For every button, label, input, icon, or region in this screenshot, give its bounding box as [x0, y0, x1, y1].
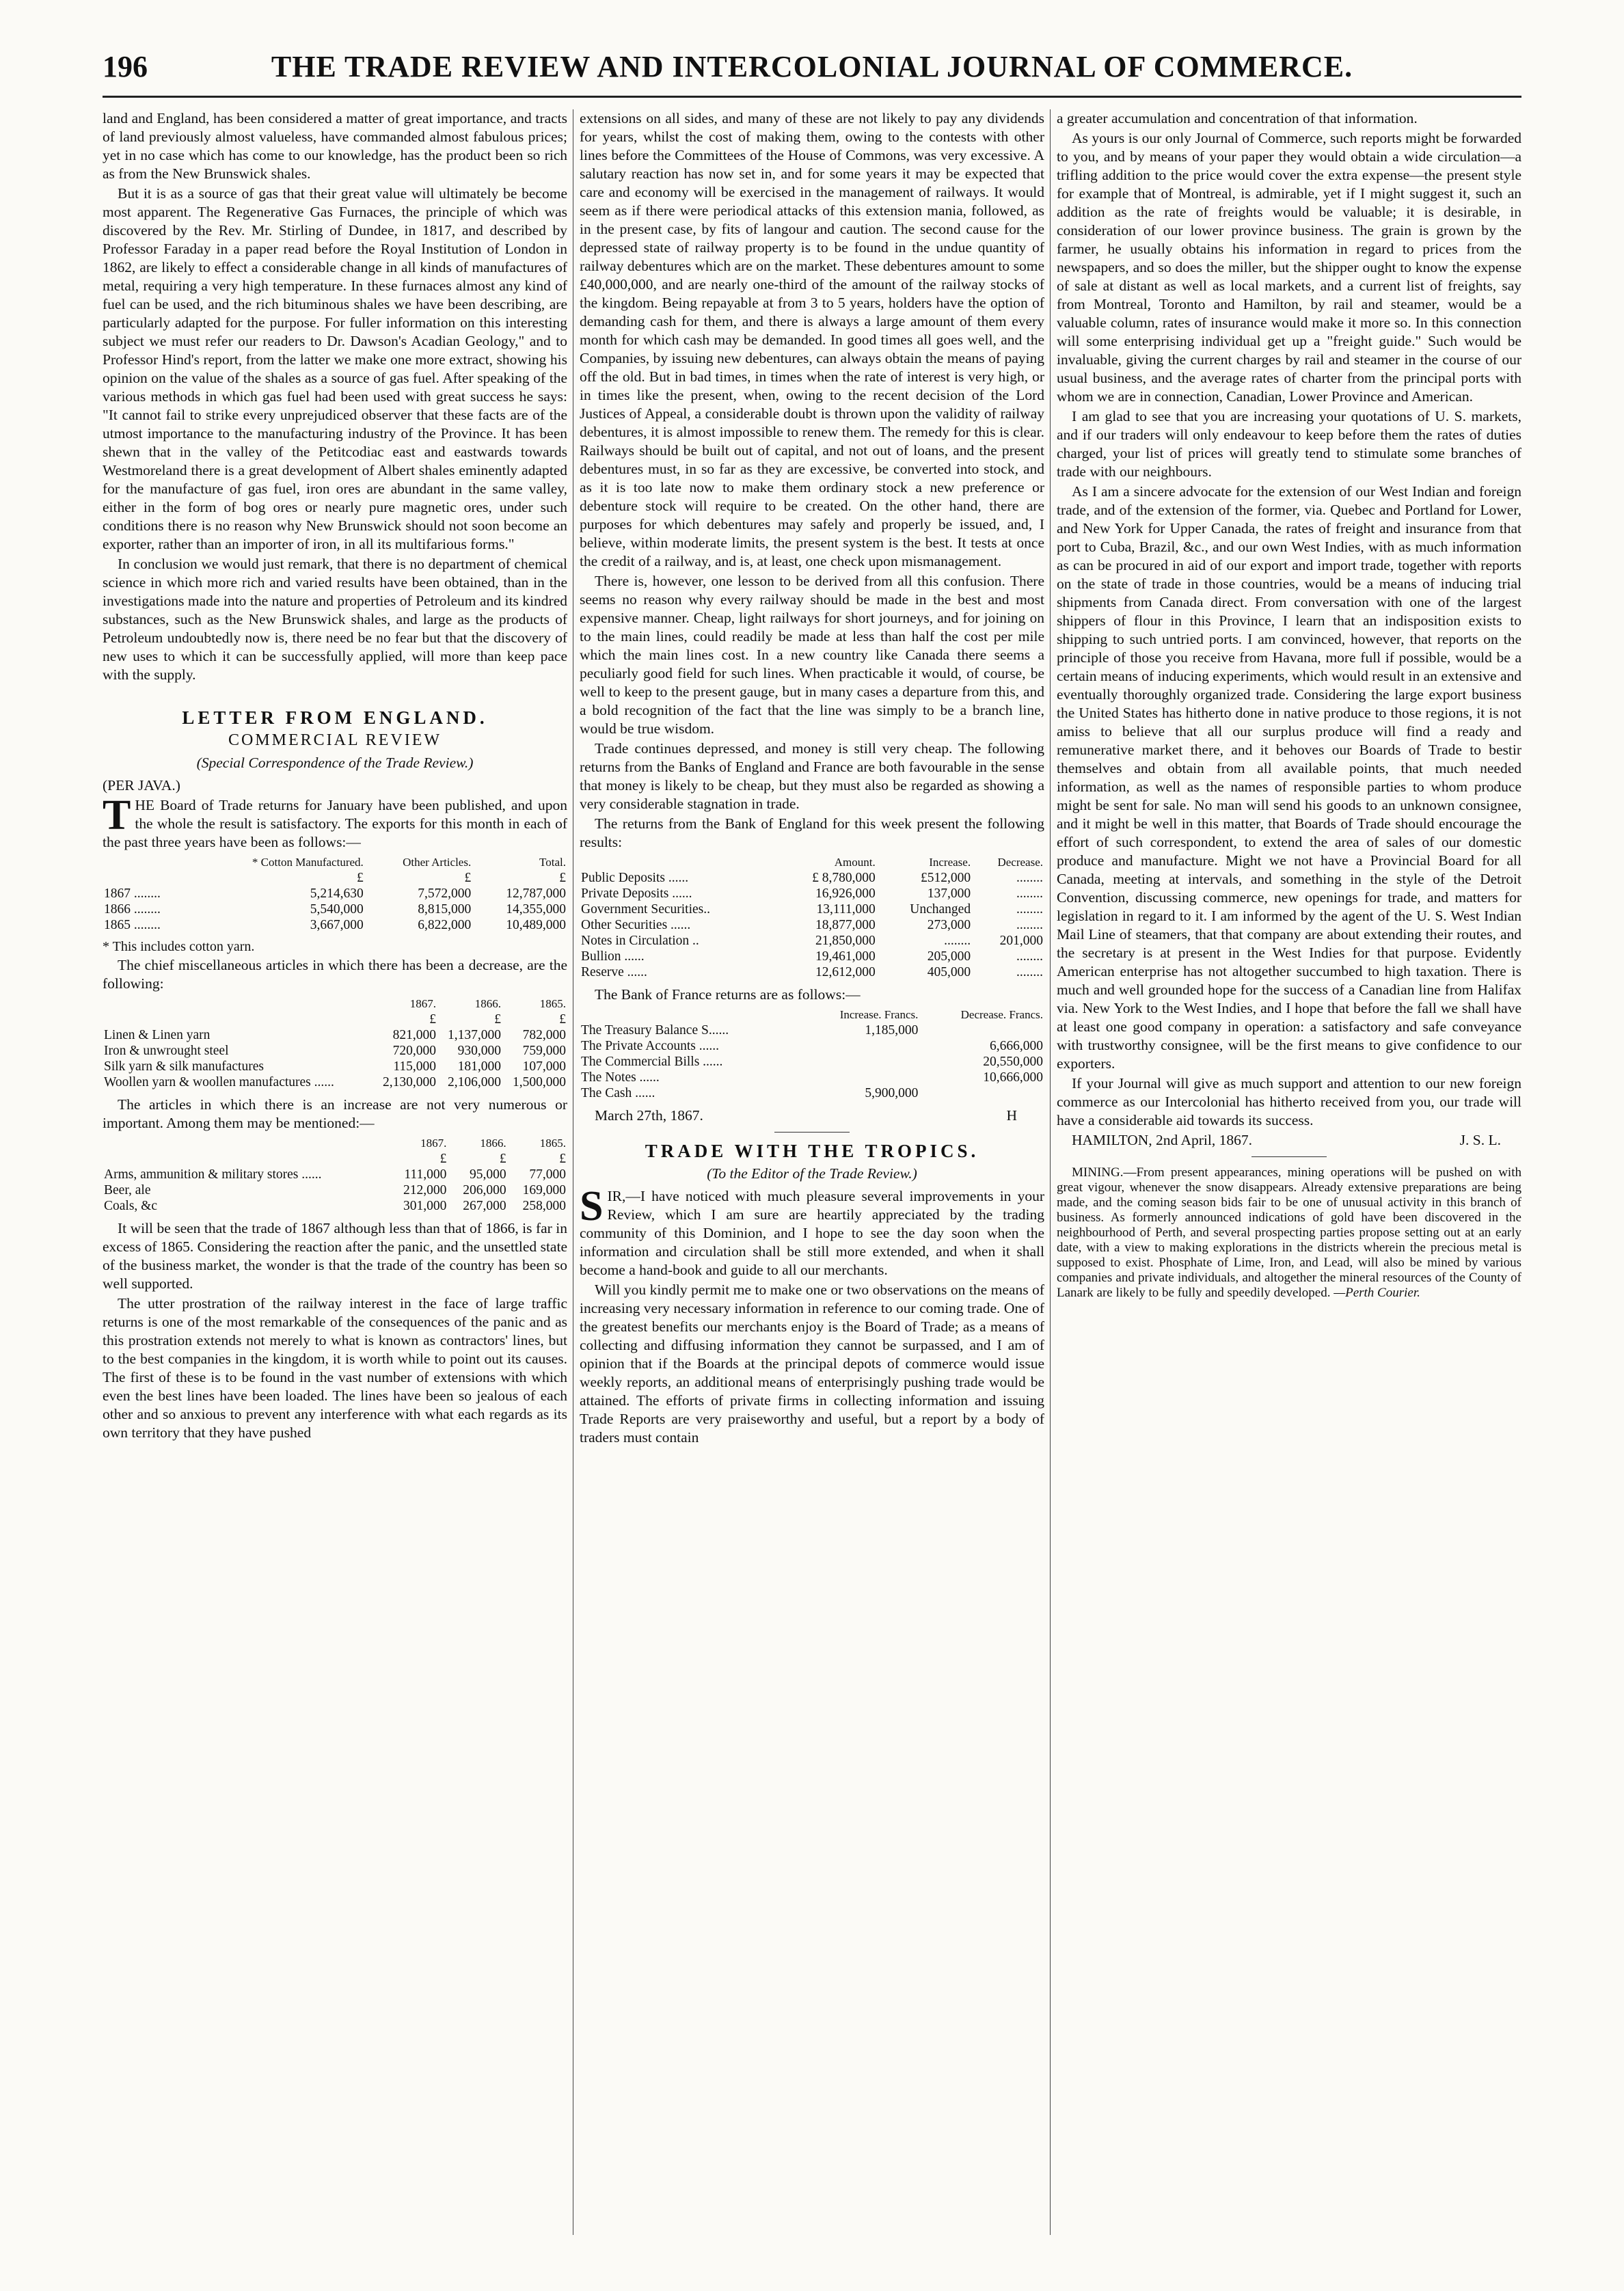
divider: [774, 1132, 850, 1133]
signature-name: J. S. L.: [1459, 1132, 1501, 1148]
column-header: Decrease.: [997, 856, 1043, 869]
table-cell: 12,787,000: [506, 886, 566, 901]
table-cell: 111,000: [404, 1167, 447, 1182]
table-cell: 10,489,000: [506, 918, 566, 932]
table-cell: 201,000: [999, 934, 1043, 948]
table-row: [580, 1022, 1044, 1038]
signature-initial: H: [1006, 1107, 1017, 1124]
table-cell: 2,106,000: [447, 1075, 501, 1089]
paragraph: I am glad to see that you are increasing your quotations of U. S. markets, and if our traders will only endeavour to keep before them the rates of duties charged, your list of prices will greatly tend to stimulate some branches of trade with our neighbours.: [1057, 408, 1521, 480]
table-cell: 137,000: [927, 886, 971, 901]
table-row: [580, 917, 1044, 933]
unit: £: [429, 1012, 436, 1027]
table-row: [103, 1059, 567, 1074]
table-cell: 19,461,000: [815, 949, 876, 964]
column-header: 1865.: [539, 997, 566, 1010]
table-cell: 759,000: [522, 1044, 566, 1058]
table-unit-row: [103, 1151, 567, 1167]
column-header: 1866.: [474, 997, 501, 1010]
table-row: [580, 964, 1044, 980]
table-cell: 258,000: [522, 1199, 566, 1213]
table-row: [580, 949, 1044, 964]
table-cell: 6,666,000: [990, 1039, 1043, 1053]
table-row: [103, 1043, 567, 1059]
row-label: Arms, ammunition & military stores ......: [104, 1167, 322, 1182]
letter-date: [580, 1107, 1044, 1125]
paragraph: There is, however, one lesson to be derived from all this confusion. There seems no reason why every railway should be made in the best and most expensive manner. Cheap, light railways for short journeys, and for joining on to the main lines, could readily be made at less than half the cost per mile which the main lines cost. In a new country like Canada there seems a peculiarly good field for such lines. When practicable it would, of course, be well to keep to the present gauge, but in many cases a departure from this, and a bold recognition of the fact that the line was simply to be a branch line, would be true wisdom.: [580, 573, 1044, 737]
paragraph: a greater accumulation and concentration of that information.: [1057, 110, 1418, 126]
table-unit-row: [103, 1012, 567, 1027]
table-cell: 1,185,000: [865, 1023, 919, 1038]
table-row: [103, 902, 567, 917]
section-title: TRADE WITH THE TROPICS.: [645, 1141, 979, 1161]
unit: £: [464, 871, 472, 885]
table-row: [103, 1182, 567, 1198]
column-header: Increase.: [929, 856, 971, 869]
row-label: Private Deposits ......: [581, 886, 692, 901]
row-label: The Private Accounts ......: [581, 1039, 719, 1053]
table-cell: 21,850,000: [815, 934, 876, 948]
column-header: Total.: [539, 856, 566, 869]
row-label: Linen & Linen yarn: [104, 1028, 211, 1042]
paragraph: [580, 1183, 1044, 1279]
row-label: Silk yarn & silk manufactures: [104, 1059, 264, 1074]
table-cell: 8,815,000: [418, 902, 472, 917]
row-label: The Treasury Balance S......: [581, 1023, 729, 1038]
column-header: 1867.: [420, 1137, 447, 1150]
dateline: (PER JAVA.): [103, 777, 180, 794]
table-cell: Unchanged: [910, 902, 971, 917]
row-label: Iron & unwrought steel: [104, 1044, 229, 1058]
table-cell: ........: [1016, 949, 1043, 964]
table-cell: ........: [944, 934, 971, 948]
date-text: March 27th, 1867.: [595, 1107, 703, 1124]
table-note: * This includes cotton yarn.: [103, 939, 255, 954]
row-label: The Cash ......: [581, 1086, 655, 1100]
table-cell: 181,000: [457, 1059, 501, 1074]
table-cell: 115,000: [393, 1059, 436, 1074]
paragraph: But it is as a source of gas that their great value will ultimately be become most apparent. The Regenerative Gas Furnaces, the principle of which was discovered by the Rev. Mr. Stirling of Dundee, in 1817, and described by Professor Faraday in a paper read before the Royal Institution of London in 1862, are likely to effect a considerable change in all kinds of manufactures of metal, requiring a very high temperature. In these furnaces almost any kind of fuel can be used, and the rich bituminous shales we have been describing, are particularly adapted for the purpose. For fuller information on this interesting subject we must refer our readers to Dr. Dawson's Acadian Geology," and to Professor Hind's report, from the latter we make one more extract, showing his opinion on the value of the shales as a source of gas fuel. After speaking of the various methods in which gas fuel had been used with great success he says: "It cannot fail to strike every unprejudiced observer that these facts are of the utmost importance to the manufacturing industry of the Province. It has been shewn that in the valley of the Petitcodiac east and eastwards towards Westmoreland there is a great development of Albert shales eminently adapted for the manufacture of gas fuel, iron ores are abundant in the same valley, either in the form of bog ores or nearly pure magnetic ores, under such conditions there is no reason why New Brunswick should not soon become an exporter, rather than an importer of iron, in all its multifarious forms.": [103, 185, 567, 552]
table-cell: 273,000: [927, 918, 971, 932]
table-cell: [919, 1085, 1044, 1101]
table-cell: £512,000: [920, 871, 971, 885]
column-header: * Cotton Manufactured.: [252, 856, 364, 869]
column-rule: [1050, 109, 1051, 2235]
paragraph: As yours is our only Journal of Commerce, such reports might be forwarded to you, and by means of your paper they would obtain a wide circulation—a trifling addition to the price would cover the extra expense—the present style for example that of Montreal, is admirable, yet if I might suggest it, such an addition as the rate of freights would be valuable; it is desirable, in consideration of our lower province business. The grain is grown by the farmer, he usually obtains his information in regard to prices from the newspapers, and so does the miller, but the shipper ought to know the expense of sale at distant as well as local markets, and a current list of freights, say from Montreal, Toronto and Hamilton, by rail and steamer, would be a valuable column, rates of insurance would make it more so. In this connection will some enterprising individual get up a "freight guide." Such would be invaluable, giving the current charges by rail and steamer in the course of our usual business, and the average rates of charter from the principal ports with whom we are in connection, Canadian, Lower Province and American.: [1057, 130, 1521, 405]
row-label: Reserve ......: [581, 965, 647, 979]
table-cell: [800, 1070, 919, 1085]
exports-table: [103, 854, 567, 933]
table-cell: 1,500,000: [513, 1075, 566, 1089]
header-rule: [103, 96, 1521, 98]
column-header: Increase. Francs.: [839, 1008, 919, 1021]
mining-source: —Perth Courier.: [1334, 1286, 1420, 1300]
table-cell: 267,000: [463, 1199, 506, 1213]
column-1: [103, 109, 567, 2235]
table-cell: [800, 1054, 919, 1070]
page-header: [103, 49, 1521, 90]
row-label: Beer, ale: [104, 1183, 151, 1197]
table-row: [103, 886, 567, 902]
table-cell: ........: [1016, 886, 1043, 901]
paragraph: If your Journal will give as much support and attention to our new foreign commerce as our Intercolonial has hitherto received from you, our trade will have a considerable aid towards its success.: [1057, 1075, 1521, 1128]
table-header-row: [580, 854, 1044, 870]
table-cell: 3,667,000: [310, 918, 364, 932]
row-label: 1865 ........: [104, 918, 161, 932]
paragraph: The articles in which there is an increase are not very numerous or important. Among them may be mentioned:—: [103, 1096, 567, 1131]
bank-of-france-table: [580, 1007, 1044, 1101]
table-header-row: [103, 1135, 567, 1151]
section-title: LETTER FROM ENGLAND.: [182, 707, 488, 728]
table-header-row: [580, 1007, 1044, 1022]
byline: (To the Editor of the Trade Review.): [707, 1165, 917, 1182]
table-row: [103, 1074, 567, 1090]
table-cell: 782,000: [522, 1028, 566, 1042]
table-cell: £ 8,780,000: [812, 871, 876, 885]
table-cell: ........: [1016, 871, 1043, 885]
paragraph: [103, 792, 567, 852]
table-cell: [800, 1038, 919, 1054]
row-label: Coals, &c: [104, 1199, 157, 1213]
column-header: 1867.: [409, 997, 436, 1010]
table-cell: 1,137,000: [447, 1028, 501, 1042]
table-cell: 405,000: [927, 965, 971, 979]
signature-place-date: HAMILTON, 2nd April, 1867.: [1072, 1132, 1252, 1148]
table-row: [580, 1038, 1044, 1054]
bank-of-england-table: [580, 854, 1044, 980]
unit: £: [559, 1152, 566, 1166]
table-cell: [919, 1022, 1044, 1038]
section-subtitle: COMMERCIAL REVIEW: [228, 731, 442, 749]
table-row: [580, 933, 1044, 949]
table-header-row: [103, 854, 567, 870]
unit: £: [499, 1152, 506, 1166]
unit: £: [559, 1012, 566, 1027]
table-cell: 821,000: [392, 1028, 436, 1042]
table-cell: ........: [1016, 965, 1043, 979]
table-cell: 5,540,000: [310, 902, 364, 917]
row-label: 1866 ........: [104, 902, 161, 917]
table-cell: 13,111,000: [816, 902, 876, 917]
table-cell: 6,822,000: [418, 918, 472, 932]
table-cell: 10,666,000: [983, 1070, 1043, 1085]
column-header: Decrease. Francs.: [960, 1008, 1043, 1021]
paragraph: The chief miscellaneous articles in which there has been a decrease, are the following:: [103, 957, 567, 992]
mining-text: MINING.—From present appearances, mining operations will be pushed on with great vigour, whenever the snow disappears. Already extensive preparations are being made, and the coming season bids fair to be one of unusual activity in this branch of business. As formerly announced indications of gold have been discovered in the neighbourhood of Perth, and several prospecting parties propose setting out at an early date, with a view to making explorations in the districts wherein the precious metal is supposed to exist. Phosphate of Lime, Iron, and Lead, will also be mined by various companies and private individuals, and altogether the mineral resources of the County of Lanark are likely to be fully and speedily developed.: [1057, 1165, 1521, 1300]
unit: £: [494, 1012, 501, 1027]
paragraph: land and England, has been considered a matter of great importance, and tracts of land previously almost valueless, have commanded almost fabulous prices; yet in no case which has come to our knowledge, has the product been so rich as from the New Brunswick shales.: [103, 110, 567, 182]
paragraph: Trade continues depressed, and money is still very cheap. The following returns from the Banks of England and France are both favourable in the sense that money is likely to be cheap, but they must also be regarded as showing a very considerable stagnation in trade.: [580, 740, 1044, 812]
table-row: [580, 886, 1044, 902]
table-cell: 7,572,000: [418, 886, 472, 901]
table-header-row: [103, 996, 567, 1012]
table-cell: 301,000: [403, 1199, 447, 1213]
table-cell: 212,000: [403, 1183, 447, 1197]
row-label: Woollen yarn & woollen manufactures ......: [104, 1075, 334, 1089]
table-cell: 930,000: [457, 1044, 501, 1058]
column-header: Amount.: [834, 856, 876, 869]
table-row: [580, 902, 1044, 917]
paragraph: The Bank of France returns are as follows:—: [595, 986, 861, 1003]
row-label: The Commercial Bills ......: [581, 1055, 723, 1069]
increase-table: [103, 1135, 567, 1214]
running-title: THE TRADE REVIEW AND INTERCOLONIAL JOURNAL OF COMMERCE.: [271, 50, 1353, 83]
paragraph: The utter prostration of the railway interest in the face of large traffic returns is one of the most remarkable of the consequences of the panic and as this prostration extends not merely to what is known as contractors' lines, but to the best companies in the kingdom, it is worth while to point out its causes. The first of these is to be found in the vast number of extensions with which even the best lines have been loaded. The lines have been so jealous of each other and so anxious to prevent any interference with what each regards as its own territory that they have pushed: [103, 1295, 567, 1441]
unit: £: [357, 871, 364, 885]
row-label: 1867 ........: [104, 886, 161, 901]
table-row: [580, 1054, 1044, 1070]
table-cell: 205,000: [927, 949, 971, 964]
table-cell: 95,000: [470, 1167, 506, 1182]
paragraph: Will you kindly permit me to make one or two observations on the means of increasing very necessary information in reference to our coming trade. One of the greatest benefits our merchants enjoy is the Board of Trade; as a means of collecting and diffusing information they cannot be surpassed, and I am of opinion that if the Boards at the principal depots of commerce would issue weekly reports, an additional means of enterprisingly pushing trade would be attained. The efforts of private firms in collecting information and issuing Trade Reports are very praiseworthy and useful, but a report by a body of traders must contain: [580, 1282, 1044, 1446]
table-cell: 206,000: [463, 1183, 506, 1197]
drop-cap: T: [103, 792, 131, 839]
table-cell: 77,000: [529, 1167, 566, 1182]
table-row: [103, 1198, 567, 1214]
column-header: 1866.: [480, 1137, 506, 1150]
table-row: [580, 870, 1044, 886]
table-cell: 16,926,000: [815, 886, 876, 901]
table-cell: ........: [1016, 902, 1043, 917]
row-label: Public Deposits ......: [581, 871, 689, 885]
table-cell: 720,000: [392, 1044, 436, 1058]
table-cell: 20,550,000: [983, 1055, 1043, 1069]
divider: [1251, 1156, 1327, 1157]
decrease-table: [103, 996, 567, 1090]
column-header: 1865.: [539, 1137, 566, 1150]
table-unit-row: [103, 870, 567, 886]
row-label: Government Securities..: [581, 902, 710, 917]
unit: £: [559, 871, 566, 885]
row-label: Other Securities ......: [581, 918, 691, 932]
page-number: 196: [103, 50, 148, 83]
row-label: Bullion ......: [581, 949, 645, 964]
table-row: [103, 917, 567, 933]
table-row: [103, 1167, 567, 1182]
byline: (Special Correspondence of the Trade Review.): [196, 755, 474, 771]
column-3: [1057, 109, 1521, 2235]
column-header: Other Articles.: [403, 856, 472, 869]
table-cell: 14,355,000: [506, 902, 566, 917]
drop-cap: S: [580, 1183, 604, 1230]
paragraph-text: IR,—I have noticed with much pleasure several improvements in your Review, which I am sure are heartily appreciated by the trading community of this Dominion, and I hope to see the day soon when the information and circulation shall be still more extended, and when it shall become a hand-book and guide to all our merchants.: [580, 1188, 1044, 1278]
row-label: Notes in Circulation ..: [581, 934, 699, 948]
signature-line: [1057, 1131, 1521, 1150]
paragraph-text: HE Board of Trade returns for January have been published, and upon the whole the result is satisfactory. The exports for this month in each of the past three years have been as follows:—: [103, 797, 567, 850]
paragraph: As I am a sincere advocate for the extension of our West Indian and foreign trade, and of the extension of the former, via. Quebec and Portland for Lower, and New York for Upper Canada, the rates of freight and insurance from that port to Cuba, Brazil, &c., and our own West Indies, with as much information as can be procured in aid of our export and import trade, together with reports on the state of trade in those countries, would be a means of inducing trial shipments from Canada direct. From conversation with one of the largest shippers of flour in this Province, I learn that an indisposition exists to shipping to such untried ports. I am convinced, however, that reports on the principle of those you receive from Havana, more full if possible, would be a certain means of inducing experiments, which would result in an extensive and eventually thoroughly organized trade. Considering the large export business the United States has hitherto done in native produce to those regions, it is not amiss to believe that all our surplus produce will find a ready and remunerative market there, and it behoves our Boards of Trade to bestir themselves and obtain from all available points, that much needed information, as well as the names of responsible parties to whom produce might be sent for sale. No man will send his goods to an unknown consignee, and it might be well in this matter, that Boards of Trade should encourage the effort of such correspondent, to extend the area of sales of our domestic produce and manufacture. Might we not have a Provincial Board for all Canada, meeting at intervals, and something in the style of the Detroit Convention, discussing commerce, new openings for trade, and matters for legislation in regard to it. I am informed by the agent of the U. S. West Indian Mail Line of steamers, that that company are about extending their routes, and the secretary is at present in the West Indies for that purpose. Evidently American enterprise has not altogether succumbed to high taxation. There is much and well grounded hope for the success of a Canadian line from Halifax via. New York to the West Indies, and I hope that before the fall we shall have at least one good company in operation: a satisfactory and safe conveyance with trustworthy consignee, will be the first means to give confidence to our exporters.: [1057, 483, 1521, 1072]
table-cell: 5,214,630: [310, 886, 364, 901]
paragraph: It will be seen that the trade of 1867 although less than that of 1866, is far in excess of 1865. Considering the reaction after the panic, and the unsettled state of the business market, the wonder is that the trade of the country has been so well supported.: [103, 1220, 567, 1292]
table-cell: 18,877,000: [815, 918, 876, 932]
row-label: The Notes ......: [581, 1070, 660, 1085]
table-row: [580, 1070, 1044, 1085]
mining-notice: [1057, 1165, 1521, 1301]
table-cell: 2,130,000: [382, 1075, 436, 1089]
paragraph: extensions on all sides, and many of these are not likely to pay any dividends for years, whilst the cost of making them, owing to the contests with other lines before the Committees of the House of Commons, was very excessive. A salutary reaction has now set in, and for some years it may be expected that care and economy will be exercised in the management of railways. It would seem as if there were periodical attacks of this extension mania, followed, as in the present case, by fits of langour and caution. The second cause for the depressed state of railway property is to be found in the undue quantity of railway debentures which are on the market. These debentures amount to some £40,000,000, and are nearly one-third of the amount of the railway stocks of the kingdom. Being repayable at from 3 to 5 years, holders have the option of demanding cash for them, and there is always a large amount of them every month for which cash may be demanded. In good times all goes well, and the Companies, by issuing new debentures, can always obtain the means of paying off the old. But in bad times, in times when the rate of interest is very high, or in times like the present, when, owing to the recent decision of the Lord Justices of Appeal, a considerable doubt is thrown upon the validity of railway debentures, it is almost impossible to renew them. The remedy for this is clear. Railways should be built out of capital, and not out of loans, and the present debentures must, in so far as they are excessive, be converted into stock, and as it is too late now to make them ordinary stock a new preference or debenture stock will require to be created. On the other hand, there are purposes for which debentures may safely and properly be issued, and, I believe, within moderate limits, the present system is the best. It tests at once the credit of a railway, and is, at least, one check upon mismanagement.: [580, 110, 1044, 569]
column-2: [580, 109, 1044, 2235]
table-cell: ........: [1016, 918, 1043, 932]
table-row: [580, 1085, 1044, 1101]
table-cell: 5,900,000: [865, 1086, 919, 1100]
table-cell: 12,612,000: [815, 965, 876, 979]
unit: £: [439, 1152, 447, 1166]
paragraph: In conclusion we would just remark, that there is no department of chemical science in which more rich and varied results have been obtained, than in the investigations made into the nature and properties of Petroleum and its kindred substances, such as the New Brunswick shales, and large as the products of Petroleum undoubtedly now is, there need be no fear but that the discovery of new uses to which it can be successfully applied, will more than keep pace with the supply.: [103, 556, 567, 683]
table-cell: 169,000: [522, 1183, 566, 1197]
table-row: [103, 1027, 567, 1043]
table-cell: 107,000: [522, 1059, 566, 1074]
paragraph: The returns from the Bank of England for this week present the following results:: [580, 815, 1044, 850]
